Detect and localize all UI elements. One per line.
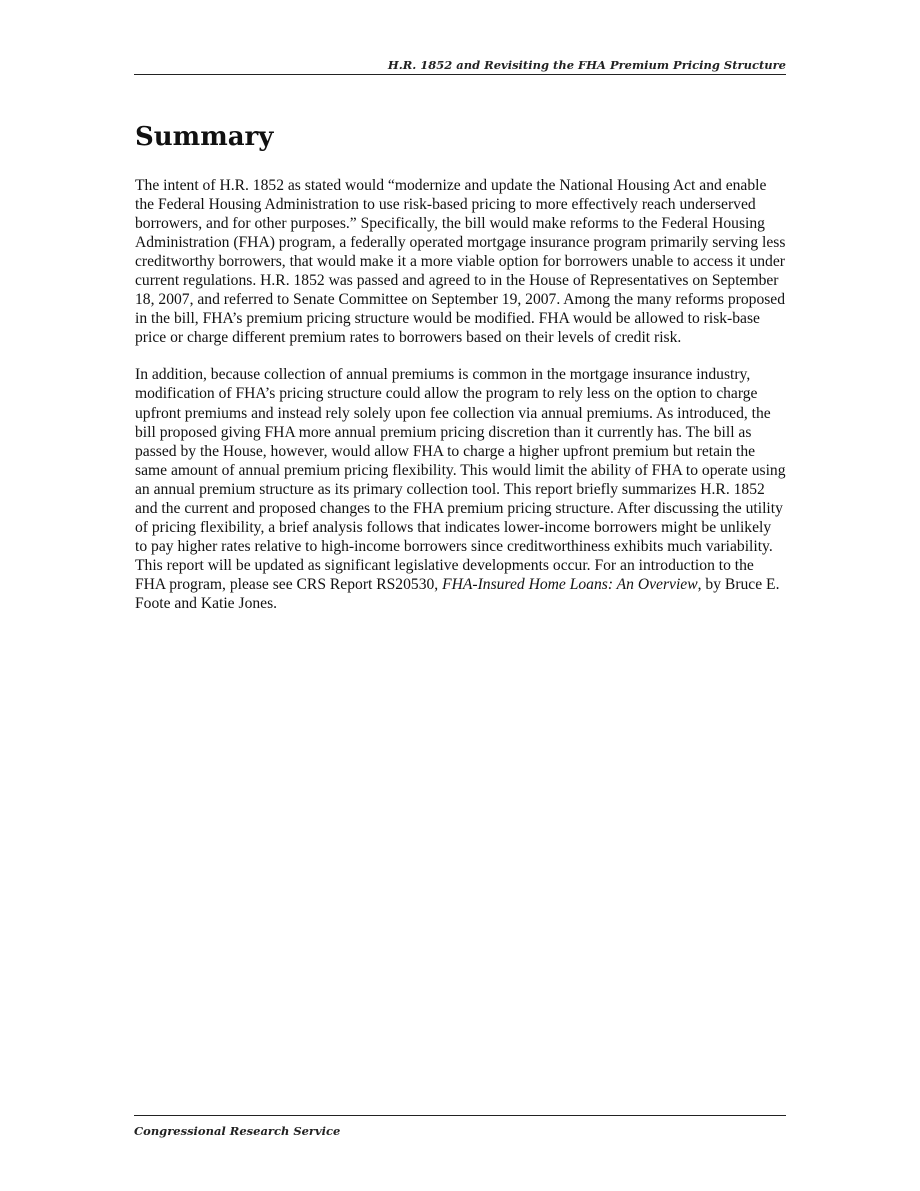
footer-publisher: Congressional Research Service [134, 1124, 341, 1138]
running-header [134, 56, 786, 75]
summary-body [135, 176, 787, 631]
summary-paragraph-2-main: In addition, because collection of annual premiums is common in the mortgage insurance industry, modification of FHA’s pricing structure could allow the program to rely less on the option to charge upfront premiums and instead rely solely upon fee collection via annual premiums. As introduced, the bill proposed giving FHA more annual premium pricing discretion than it currently has. The bill as passed by the House, however, would allow FHA to charge a higher upfront premium but retain the same amount of annual premium pricing flexibility. This would limit the ability of FHA to operate using an annual premium structure as its primary collection tool. This report briefly summarizes H.R. 1852 and the current and proposed changes to the FHA premium pricing structure. After discussing the utility of pricing flexibility, a brief analysis follows that indicates lower-income borrowers might be unlikely to pay higher rates relative to high-income borrowers since creditworthiness exhibits much variability. This report will be updated as significant legislative developments occur. For an introduction to the FHA program, please see CRS Report RS20530, [135, 366, 786, 593]
section-heading-summary: Summary [135, 122, 274, 152]
summary-paragraph-2 [135, 365, 787, 613]
summary-paragraph-2-tail: , by Bruce E. Foote and Katie Jones. [135, 575, 780, 612]
summary-paragraph-1: The intent of H.R. 1852 as stated would “modernize and update the National Housing Act and enable the Federal Housing Administration to use risk-based pricing to more effectively reach underserved borrowers, and for other purposes.” Specifically, the bill would make reforms to the Federal Housing Administration (FHA) program, a federally operated mortgage insurance program primarily serving less creditworthy borrowers, that would make it a more viable option for borrowers unable to access it under current regulations. H.R. 1852 was passed and agreed to in the House of Representatives on September 18, 2007, and referred to Senate Committee on September 19, 2007. Among the many reforms proposed in the bill, FHA’s premium pricing structure would be modified. FHA would be allowed to risk-base price or charge different premium rates to borrowers based on their levels of credit risk. [135, 177, 786, 347]
running-header-title: H.R. 1852 and Revisiting the FHA Premium Pricing Structure [387, 58, 786, 72]
page-footer [134, 1115, 786, 1140]
report-title-reference: FHA-Insured Home Loans: An Overview [442, 575, 698, 593]
